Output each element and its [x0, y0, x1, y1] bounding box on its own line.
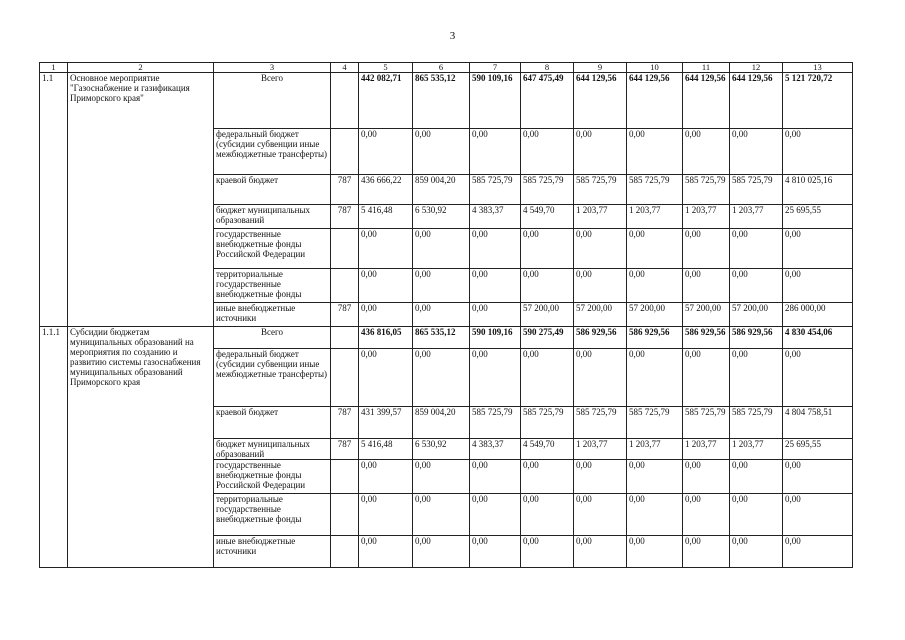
amount-cell: 586 929,56	[574, 327, 627, 349]
amount-cell: 1 203,77	[627, 439, 683, 460]
amount-cell: 585 725,79	[683, 175, 730, 205]
amount-cell: 0,00	[783, 494, 853, 536]
funding-source-label: иные внебюджетные источники	[214, 303, 331, 327]
amount-cell: 5 416,48	[359, 439, 413, 460]
amount-cell: 0,00	[627, 129, 683, 175]
amount-cell: 585 725,79	[627, 175, 683, 205]
amount-cell: 0,00	[413, 269, 470, 303]
amount-cell: 1 203,77	[574, 205, 627, 229]
amount-cell: 585 725,79	[683, 407, 730, 439]
amount-cell: 865 535,12	[413, 327, 470, 349]
amount-cell: 585 725,79	[521, 175, 574, 205]
funding-source-label: краевой бюджет	[214, 407, 331, 439]
amount-cell: 4 383,37	[470, 205, 521, 229]
col-header: 3	[214, 63, 331, 73]
col-header: 6	[413, 63, 470, 73]
amount-cell: 0,00	[783, 269, 853, 303]
amount-cell: 586 929,56	[730, 327, 783, 349]
amount-cell: 0,00	[470, 269, 521, 303]
amount-cell: 0,00	[683, 229, 730, 269]
amount-cell: 0,00	[470, 349, 521, 407]
budget-code	[331, 269, 359, 303]
amount-cell: 0,00	[359, 229, 413, 269]
amount-cell: 1 203,77	[730, 439, 783, 460]
amount-cell: 0,00	[683, 349, 730, 407]
amount-cell: 1 203,77	[574, 439, 627, 460]
amount-cell: 57 200,00	[683, 303, 730, 327]
col-header: 11	[683, 63, 730, 73]
amount-cell: 1 203,77	[683, 439, 730, 460]
funding-source-label: государственные внебюджетные фонды Российской Федерации	[214, 460, 331, 494]
amount-cell: 0,00	[683, 129, 730, 175]
amount-cell: 57 200,00	[627, 303, 683, 327]
budget-code	[331, 460, 359, 494]
amount-cell: 585 725,79	[627, 407, 683, 439]
amount-cell: 0,00	[359, 349, 413, 407]
amount-cell: 0,00	[413, 349, 470, 407]
amount-cell: 0,00	[470, 494, 521, 536]
col-header: 4	[331, 63, 359, 73]
amount-cell: 0,00	[730, 269, 783, 303]
section-code: 1.1.1	[40, 327, 68, 568]
amount-cell: 0,00	[359, 460, 413, 494]
amount-cell: 0,00	[413, 460, 470, 494]
funding-source-label: краевой бюджет	[214, 175, 331, 205]
amount-cell: 0,00	[730, 460, 783, 494]
section-code: 1.1	[40, 73, 68, 327]
amount-cell: 0,00	[627, 536, 683, 568]
section-title: Субсидии бюджетам муниципальных образований на мероприятия по созданию и развитию системы газоснабжения муниципальных образований Приморского края	[68, 327, 214, 568]
amount-cell: 0,00	[470, 303, 521, 327]
amount-cell: 442 082,71	[359, 73, 413, 129]
amount-cell: 0,00	[521, 129, 574, 175]
amount-cell: 586 929,56	[683, 327, 730, 349]
amount-cell: 585 725,79	[574, 175, 627, 205]
amount-cell: 0,00	[730, 536, 783, 568]
amount-cell: 590 109,16	[470, 73, 521, 129]
amount-cell: 644 129,56	[627, 73, 683, 129]
amount-cell: 25 695,55	[783, 205, 853, 229]
amount-cell: 4 383,37	[470, 439, 521, 460]
amount-cell: 865 535,12	[413, 73, 470, 129]
amount-cell: 0,00	[574, 460, 627, 494]
amount-cell: 0,00	[521, 349, 574, 407]
amount-cell: 4 830 454,06	[783, 327, 853, 349]
budget-code: 787	[331, 303, 359, 327]
budget-code	[331, 229, 359, 269]
amount-cell: 0,00	[521, 536, 574, 568]
amount-cell: 0,00	[627, 229, 683, 269]
amount-cell: 0,00	[574, 129, 627, 175]
amount-cell: 4 549,70	[521, 439, 574, 460]
amount-cell: 0,00	[359, 269, 413, 303]
amount-cell: 585 725,79	[470, 175, 521, 205]
amount-cell: 436 816,05	[359, 327, 413, 349]
amount-cell: 0,00	[359, 129, 413, 175]
funding-source-label: Всего	[214, 73, 331, 129]
amount-cell: 0,00	[783, 460, 853, 494]
budget-code: 787	[331, 439, 359, 460]
amount-cell: 0,00	[683, 494, 730, 536]
amount-cell: 4 549,70	[521, 205, 574, 229]
amount-cell: 0,00	[413, 494, 470, 536]
funding-source-label: территориальные государственные внебюджетные фонды	[214, 494, 331, 536]
section-title: Основное мероприятие "Газоснабжение и газификация Приморского края"	[68, 73, 214, 327]
budget-code: 787	[331, 407, 359, 439]
amount-cell: 0,00	[470, 460, 521, 494]
col-header: 10	[627, 63, 683, 73]
funding-source-label: бюджет муниципальных образований	[214, 205, 331, 229]
amount-cell: 0,00	[783, 129, 853, 175]
amount-cell: 0,00	[627, 494, 683, 536]
amount-cell: 57 200,00	[521, 303, 574, 327]
budget-code	[331, 129, 359, 175]
budget-code	[331, 536, 359, 568]
amount-cell: 859 004,20	[413, 407, 470, 439]
col-header: 5	[359, 63, 413, 73]
amount-cell: 585 725,79	[521, 407, 574, 439]
amount-cell: 0,00	[574, 229, 627, 269]
amount-cell: 0,00	[574, 536, 627, 568]
funding-source-label: федеральный бюджет (субсидии субвенции иные межбюджетные трансферты)	[214, 349, 331, 407]
table-row	[40, 73, 853, 129]
amount-cell: 585 725,79	[574, 407, 627, 439]
amount-cell: 1 203,77	[683, 205, 730, 229]
budget-code: 787	[331, 175, 359, 205]
amount-cell: 4 810 025,16	[783, 175, 853, 205]
amount-cell: 5 416,48	[359, 205, 413, 229]
funding-source-label: федеральный бюджет (субсидии субвенции иные межбюджетные трансферты)	[214, 129, 331, 175]
amount-cell: 0,00	[413, 229, 470, 269]
amount-cell: 0,00	[783, 229, 853, 269]
amount-cell: 0,00	[627, 460, 683, 494]
funding-source-label: бюджет муниципальных образований	[214, 439, 331, 460]
amount-cell: 647 475,49	[521, 73, 574, 129]
amount-cell: 0,00	[683, 460, 730, 494]
amount-cell: 0,00	[730, 129, 783, 175]
col-header: 8	[521, 63, 574, 73]
amount-cell: 0,00	[359, 494, 413, 536]
amount-cell: 0,00	[783, 536, 853, 568]
budget-code	[331, 327, 359, 349]
amount-cell: 436 666,22	[359, 175, 413, 205]
amount-cell: 0,00	[413, 536, 470, 568]
budget-table	[39, 62, 853, 568]
column-number-row	[40, 63, 853, 73]
amount-cell: 1 203,77	[730, 205, 783, 229]
budget-code	[331, 349, 359, 407]
amount-cell: 25 695,55	[783, 439, 853, 460]
amount-cell: 0,00	[359, 536, 413, 568]
amount-cell: 0,00	[470, 536, 521, 568]
amount-cell: 0,00	[470, 129, 521, 175]
amount-cell: 644 129,56	[574, 73, 627, 129]
amount-cell: 431 399,57	[359, 407, 413, 439]
amount-cell: 0,00	[783, 349, 853, 407]
amount-cell: 0,00	[521, 269, 574, 303]
budget-code	[331, 494, 359, 536]
amount-cell: 0,00	[730, 349, 783, 407]
amount-cell: 6 530,92	[413, 205, 470, 229]
col-header: 1	[40, 63, 68, 73]
amount-cell: 585 725,79	[730, 175, 783, 205]
amount-cell: 286 000,00	[783, 303, 853, 327]
budget-code: 787	[331, 205, 359, 229]
amount-cell: 585 725,79	[470, 407, 521, 439]
amount-cell: 0,00	[521, 229, 574, 269]
funding-source-label: иные внебюджетные источники	[214, 536, 331, 568]
col-header: 12	[730, 63, 783, 73]
amount-cell: 5 121 720,72	[783, 73, 853, 129]
budget-code	[331, 73, 359, 129]
funding-source-label: территориальные государственные внебюджетные фонды	[214, 269, 331, 303]
table-row	[40, 327, 853, 349]
amount-cell: 0,00	[359, 303, 413, 327]
col-header: 2	[68, 63, 214, 73]
amount-cell: 590 275,49	[521, 327, 574, 349]
amount-cell: 0,00	[627, 269, 683, 303]
amount-cell: 1 203,77	[627, 205, 683, 229]
amount-cell: 644 129,56	[730, 73, 783, 129]
amount-cell: 57 200,00	[574, 303, 627, 327]
amount-cell: 859 004,20	[413, 175, 470, 205]
amount-cell: 644 129,56	[683, 73, 730, 129]
funding-source-label: государственные внебюджетные фонды Российской Федерации	[214, 229, 331, 269]
page-number: 3	[449, 30, 456, 42]
amount-cell: 0,00	[683, 536, 730, 568]
amount-cell: 0,00	[574, 494, 627, 536]
amount-cell: 586 929,56	[627, 327, 683, 349]
amount-cell: 590 109,16	[470, 327, 521, 349]
amount-cell: 0,00	[730, 494, 783, 536]
col-header: 7	[470, 63, 521, 73]
amount-cell: 0,00	[470, 229, 521, 269]
amount-cell: 0,00	[627, 349, 683, 407]
amount-cell: 0,00	[521, 494, 574, 536]
amount-cell: 0,00	[683, 269, 730, 303]
amount-cell: 57 200,00	[730, 303, 783, 327]
col-header: 9	[574, 63, 627, 73]
amount-cell: 585 725,79	[730, 407, 783, 439]
funding-source-label: Всего	[214, 327, 331, 349]
amount-cell: 0,00	[574, 269, 627, 303]
amount-cell: 0,00	[574, 349, 627, 407]
amount-cell: 0,00	[730, 229, 783, 269]
amount-cell: 4 804 758,51	[783, 407, 853, 439]
amount-cell: 0,00	[521, 460, 574, 494]
col-header: 13	[783, 63, 853, 73]
amount-cell: 6 530,92	[413, 439, 470, 460]
amount-cell: 0,00	[413, 303, 470, 327]
amount-cell: 0,00	[413, 129, 470, 175]
